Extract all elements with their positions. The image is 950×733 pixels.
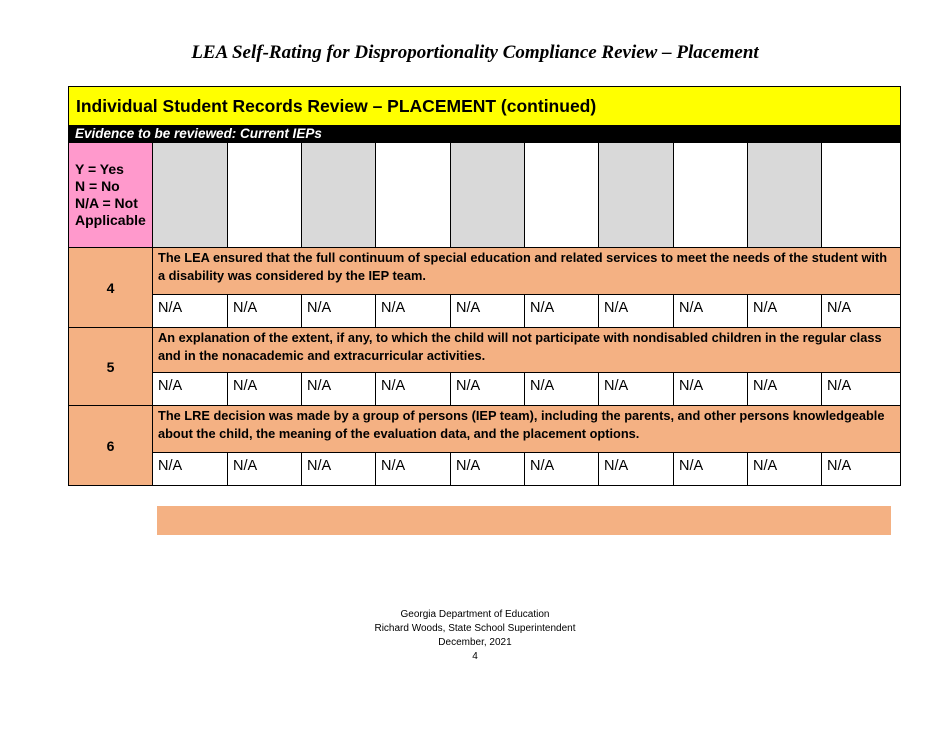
- student-column-9[interactable]: [748, 143, 822, 248]
- answer-cell[interactable]: N/A: [525, 453, 599, 486]
- evidence-label: Evidence to be reviewed: Current IEPs: [69, 126, 901, 143]
- footer-date: December, 2021: [438, 637, 512, 648]
- section-title-row: [69, 87, 901, 126]
- item-number: 4: [69, 248, 153, 328]
- evidence-row: [69, 126, 901, 143]
- legend-na: N/A = Not: [75, 195, 138, 211]
- answer-cell[interactable]: N/A: [302, 295, 376, 328]
- student-column-2[interactable]: [228, 143, 302, 248]
- answer-cell[interactable]: N/A: [376, 453, 451, 486]
- item-5-question-row: [69, 328, 901, 373]
- answer-cell[interactable]: N/A: [822, 453, 901, 486]
- answer-cell[interactable]: N/A: [748, 453, 822, 486]
- answer-legend: [69, 143, 153, 248]
- item-4-answer-row: [69, 295, 901, 328]
- answer-cell[interactable]: N/A: [599, 373, 674, 406]
- answer-cell[interactable]: N/A: [599, 453, 674, 486]
- student-column-7[interactable]: [599, 143, 674, 248]
- answer-cell[interactable]: N/A: [599, 295, 674, 328]
- answer-cell[interactable]: N/A: [228, 373, 302, 406]
- student-column-8[interactable]: [674, 143, 748, 248]
- footer-organization: Georgia Department of Education: [400, 609, 550, 620]
- legend-no: N = No: [75, 178, 120, 194]
- footer-superintendent: Richard Woods, State School Superintendent: [374, 623, 576, 634]
- answer-cell[interactable]: N/A: [822, 373, 901, 406]
- answer-cell[interactable]: N/A: [153, 295, 228, 328]
- answer-cell[interactable]: N/A: [376, 295, 451, 328]
- item-text: An explanation of the extent, if any, to which the child will not participate with nondisabled children in the regular class and in the nonacademic and extracurricular activities.: [153, 328, 901, 373]
- item-6-question-row: [69, 406, 901, 453]
- page-footer: [0, 608, 950, 664]
- answer-cell[interactable]: N/A: [674, 453, 748, 486]
- student-column-4[interactable]: [376, 143, 451, 248]
- answer-cell[interactable]: N/A: [525, 295, 599, 328]
- answer-cell[interactable]: N/A: [302, 453, 376, 486]
- answer-cell[interactable]: N/A: [674, 295, 748, 328]
- answer-cell[interactable]: N/A: [153, 453, 228, 486]
- bottom-shaded-bar: [157, 506, 891, 535]
- item-number: 6: [69, 406, 153, 486]
- item-5-answer-row: [69, 373, 901, 406]
- answer-cell[interactable]: N/A: [748, 295, 822, 328]
- student-column-5[interactable]: [451, 143, 525, 248]
- answer-cell[interactable]: N/A: [451, 453, 525, 486]
- item-text: The LRE decision was made by a group of persons (IEP team), including the parents, and other persons knowledgeable about the child, the meaning of the evaluation data, and the placement options.: [153, 406, 901, 453]
- answer-cell[interactable]: N/A: [674, 373, 748, 406]
- answer-cell[interactable]: N/A: [451, 373, 525, 406]
- legend-yes: Y = Yes: [75, 161, 124, 177]
- item-text: The LEA ensured that the full continuum of special education and related services to meet the needs of the student with a disability was considered by the IEP team.: [153, 248, 901, 295]
- student-header-row: [69, 143, 901, 248]
- student-column-10[interactable]: [822, 143, 901, 248]
- student-column-6[interactable]: [525, 143, 599, 248]
- section-title: Individual Student Records Review – PLACEMENT (continued): [69, 87, 901, 126]
- document-title: LEA Self-Rating for Disproportionality Compliance Review – Placement: [191, 42, 759, 63]
- item-number: 5: [69, 328, 153, 406]
- answer-cell[interactable]: N/A: [228, 453, 302, 486]
- item-6-answer-row: [69, 453, 901, 486]
- student-records-review-table: [68, 86, 901, 486]
- page-number: 4: [472, 651, 478, 662]
- answer-cell[interactable]: N/A: [153, 373, 228, 406]
- item-4-question-row: [69, 248, 901, 295]
- answer-cell[interactable]: N/A: [302, 373, 376, 406]
- student-column-3[interactable]: [302, 143, 376, 248]
- answer-cell[interactable]: N/A: [376, 373, 451, 406]
- answer-cell[interactable]: N/A: [748, 373, 822, 406]
- answer-cell[interactable]: N/A: [525, 373, 599, 406]
- answer-cell[interactable]: N/A: [451, 295, 525, 328]
- legend-applicable: Applicable: [75, 212, 146, 228]
- answer-cell[interactable]: N/A: [228, 295, 302, 328]
- answer-cell[interactable]: N/A: [822, 295, 901, 328]
- student-column-1[interactable]: [153, 143, 228, 248]
